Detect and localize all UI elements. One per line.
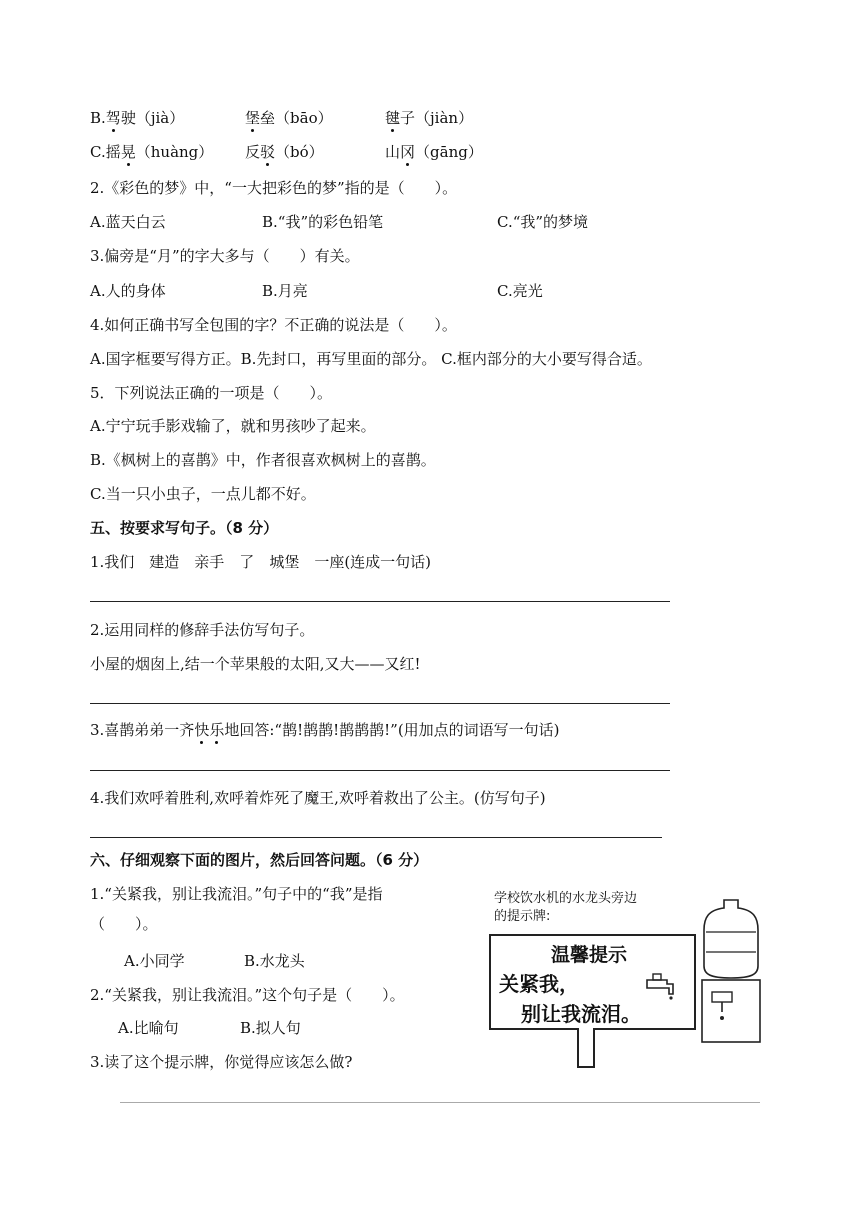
word-char: 垒 (260, 109, 276, 127)
section-6-title: 六、仔细观察下面的图片，然后回答问题。（6 分） (90, 851, 429, 869)
notice-board (489, 934, 696, 1030)
faucet-icon (643, 970, 683, 1000)
answer-line (120, 1102, 760, 1103)
q2-option-b: B.“我”的彩色铅笔 (262, 213, 384, 231)
sec5-item-3 (90, 720, 560, 740)
word-char: 摇 (105, 143, 121, 161)
caption-line: 学校饮水机的水龙头旁边 (494, 891, 638, 906)
sec6-q2-option-a: A.比喻句 (118, 1019, 179, 1037)
dotted-char: 毽 (385, 109, 401, 127)
sentence-part: 3.喜鹊弟弟一齐 (90, 721, 195, 739)
sign-illustration (486, 890, 766, 1080)
dotted-char: 驳 (260, 143, 276, 161)
answer-line (90, 703, 670, 704)
sec6-q2: 2.“关紧我，别让我流泪。”这个句子是（ ）。 (90, 986, 405, 1004)
q2-option-a: A.蓝天白云 (90, 213, 166, 231)
sentence-part: 地回答:“鹊!鹊鹊!鹊鹊鹊!”(用加点的词语写一句话) (224, 721, 560, 739)
q3-option-c: C.亮光 (497, 282, 543, 300)
q5-option-b: B.《枫树上的喜鹊》中，作者很喜欢枫树上的喜鹊。 (90, 451, 436, 469)
sec6-q3: 3.读了这个提示牌，你觉得应该怎么做? (90, 1053, 353, 1071)
q5-option-a: A.宁宁玩手影戏输了，就和男孩吵了起来。 (90, 417, 376, 435)
q1-option-c-word3 (385, 142, 483, 162)
sec6-q1-option-a: A.小同学 (124, 952, 185, 970)
answer-line (90, 601, 670, 602)
sec6-q1: 1.“关紧我，别让我流泪。”句子中的“我”是指 (90, 885, 383, 903)
dotted-char: 快 (194, 721, 210, 739)
sec5-item-2-example: 小屋的烟囱上,结一个苹果般的太阳,又大——又红! (90, 655, 421, 673)
sec5-item-4: 4.我们欢呼着胜利,欢呼着炸死了魔王,欢呼着救出了公主。(仿写句子) (90, 789, 546, 807)
q3-option-b: B.月亮 (262, 282, 308, 300)
sec6-q1-option-b: B.水龙头 (244, 952, 305, 970)
sign-line-2: 别让我流泪。 (521, 1002, 641, 1026)
dotted-char: 乐 (209, 721, 225, 739)
sec6-q2-option-b: B.拟人句 (240, 1019, 301, 1037)
pinyin: （gāng） (415, 143, 483, 161)
pinyin: （jiàn） (415, 109, 474, 127)
word-char: 反 (245, 143, 261, 161)
dotted-char: 驾 (105, 109, 121, 127)
q1-option-b-word2 (245, 108, 333, 128)
question-5: 5．下列说法正确的一项是（ ）。 (90, 384, 333, 402)
illustration-caption (494, 890, 637, 926)
pinyin: （huàng） (135, 143, 214, 161)
sec6-q1-blank: （ ）。 (90, 915, 158, 933)
q1-option-c (90, 142, 213, 162)
section-5-title: 五、按要求写句子。（8 分） (90, 519, 279, 537)
sec5-item-1: 1.我们 建造 亲手 了 城堡 一座(连成一句话) (90, 553, 432, 571)
word-char: 子 (400, 109, 416, 127)
sign-post (577, 1028, 595, 1068)
dotted-char: 晃 (120, 143, 136, 161)
pinyin: （jià） (135, 109, 185, 127)
q5-option-c: C.当一只小虫子，一点儿都不好。 (90, 485, 316, 503)
dotted-char: 堡 (245, 109, 261, 127)
question-3: 3.偏旁是“月”的字大多与（ ）有关。 (90, 247, 360, 265)
word-char: 驶 (120, 109, 136, 127)
answer-line (90, 837, 662, 838)
answer-line (90, 770, 670, 771)
q4-options: A.国字框要写得方正。B.先封口，再写里面的部分。 C.框内部分的大小要写得合适。 (90, 350, 652, 368)
sec5-item-2: 2.运用同样的修辞手法仿写句子。 (90, 621, 315, 639)
q3-option-a: A.人的身体 (90, 282, 166, 300)
q1-option-b-word3 (385, 108, 473, 128)
option-prefix: C. (90, 143, 106, 161)
q1-option-b (90, 108, 184, 128)
q2-option-c: C.“我”的梦境 (497, 213, 589, 231)
pinyin: （bó） (275, 143, 324, 161)
caption-line: 的提示牌: (494, 909, 551, 924)
question-2: 2.《彩色的梦》中，“一大把彩色的梦”指的是（ ）。 (90, 179, 458, 197)
sign-line-1: 关紧我， (499, 972, 579, 996)
q1-option-c-word2 (245, 142, 324, 162)
water-dispenser-icon (698, 896, 764, 1046)
sign-title: 温馨提示 (551, 944, 628, 966)
question-4: 4.如何正确书写全包围的字？不正确的说法是（ ）。 (90, 316, 457, 334)
pinyin: （bāo） (275, 109, 333, 127)
dotted-char: 冈 (400, 143, 416, 161)
word-char: 山 (385, 143, 401, 161)
option-prefix: B. (90, 109, 106, 127)
